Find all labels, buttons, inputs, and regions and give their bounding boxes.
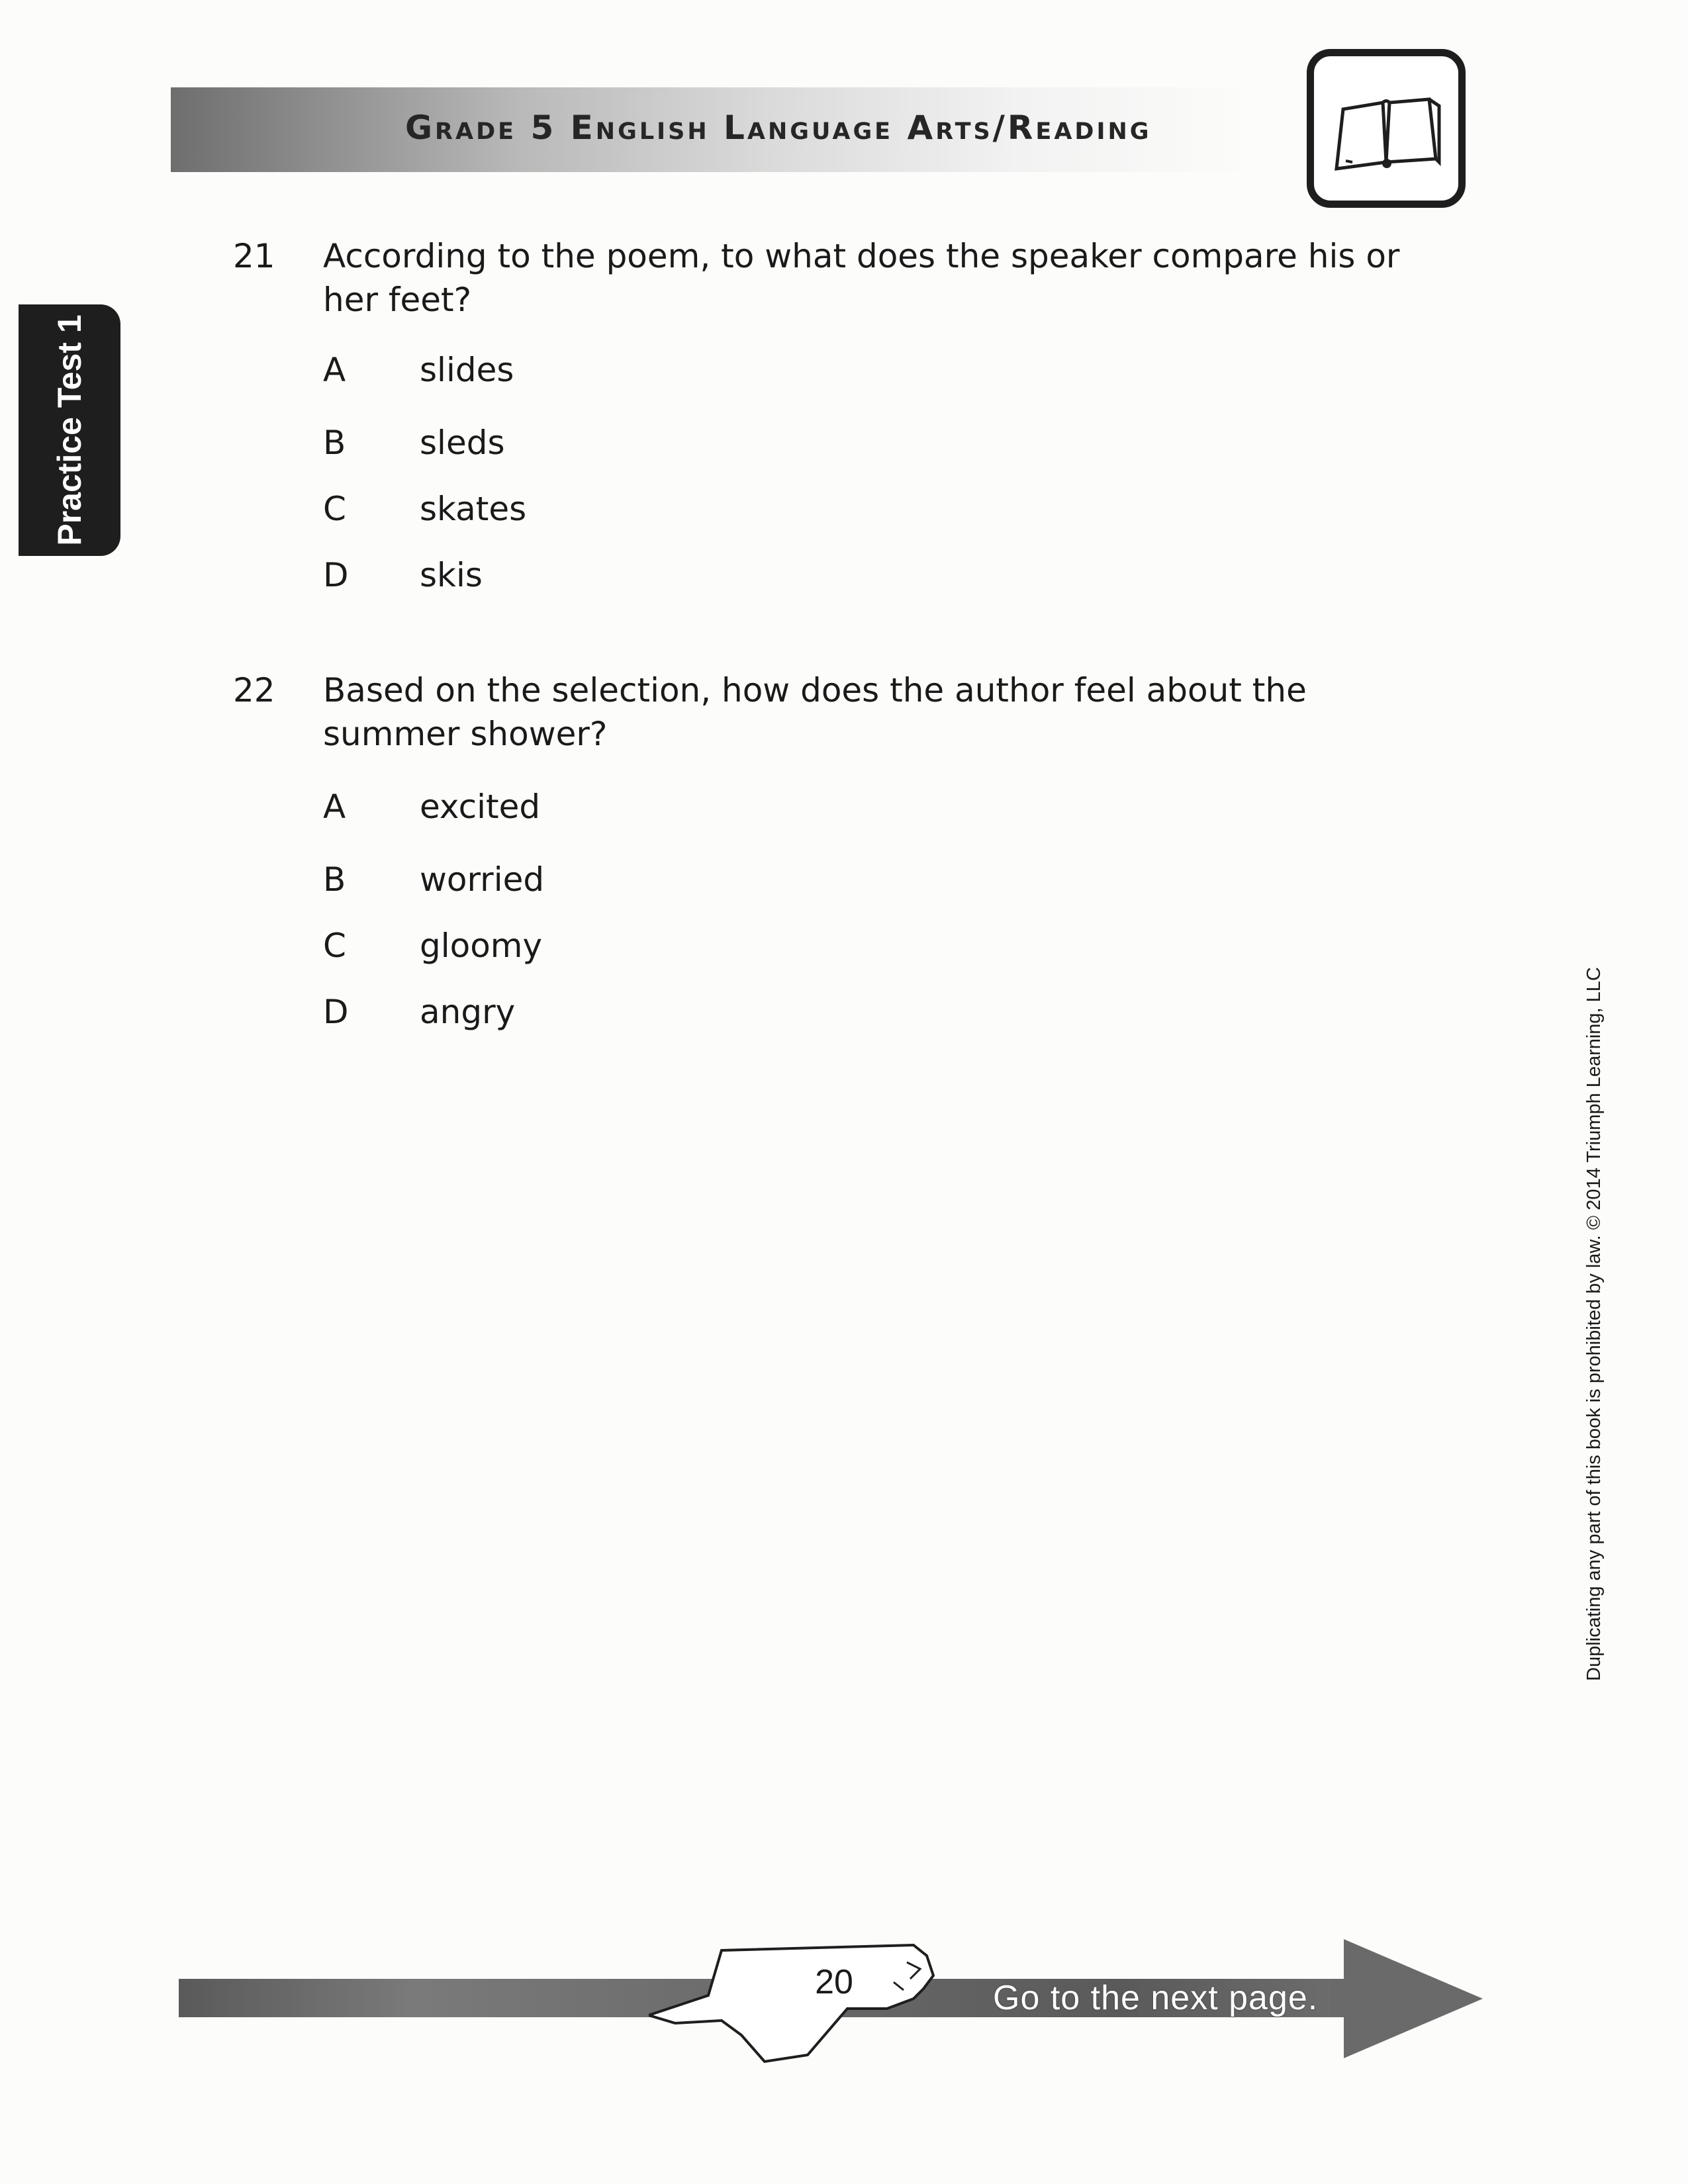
copyright-notice: Duplicating any part of this book is prohibited by law. © 2014 Triumph Learning, LLC — [1583, 967, 1605, 1681]
choice-letter: A — [323, 788, 346, 826]
choice-letter: A — [323, 351, 346, 389]
choice-text: skis — [420, 556, 483, 594]
question-21 — [233, 234, 1425, 612]
choice-letter: D — [323, 556, 349, 594]
answer-choice-a[interactable] — [323, 785, 1117, 829]
page-number: 20 — [815, 1963, 853, 2001]
answer-choice-a[interactable] — [323, 348, 1117, 392]
choice-letter: C — [323, 490, 346, 528]
answer-choice-d[interactable] — [323, 990, 1117, 1034]
open-book-icon — [1307, 49, 1466, 208]
choice-letter: B — [323, 424, 346, 462]
choice-text: skates — [420, 490, 527, 528]
choice-text: gloomy — [420, 927, 543, 965]
question-22 — [233, 668, 1425, 1046]
answer-choice-b[interactable] — [323, 421, 1117, 465]
choice-text: worried — [420, 860, 545, 899]
question-number: 22 — [233, 671, 275, 709]
choice-letter: C — [323, 927, 346, 965]
go-to-next-page-label: Go to the next page. — [993, 1979, 1319, 2017]
question-number: 21 — [233, 237, 275, 275]
answer-choice-c[interactable] — [323, 487, 1117, 531]
practice-test-tab — [19, 304, 120, 556]
choice-text: angry — [420, 993, 516, 1031]
answer-choice-c[interactable] — [323, 924, 1117, 968]
choice-text: excited — [420, 788, 541, 826]
page-header-title: Grade 5 English Language Arts/Reading — [405, 109, 1152, 147]
choice-text: sleds — [420, 424, 505, 462]
next-arrow-icon — [1331, 1939, 1483, 2058]
answer-choice-d[interactable] — [323, 553, 1117, 597]
answer-choice-b[interactable] — [323, 858, 1117, 901]
question-text: Based on the selection, how does the author feel about the summer shower? — [323, 671, 1307, 753]
practice-test-label: Practice Test 1 — [51, 314, 88, 546]
choice-letter: B — [323, 860, 346, 899]
choice-text: slides — [420, 351, 514, 389]
question-text: According to the poem, to what does the speaker compare his or her feet? — [323, 237, 1400, 319]
choice-letter: D — [323, 993, 349, 1031]
